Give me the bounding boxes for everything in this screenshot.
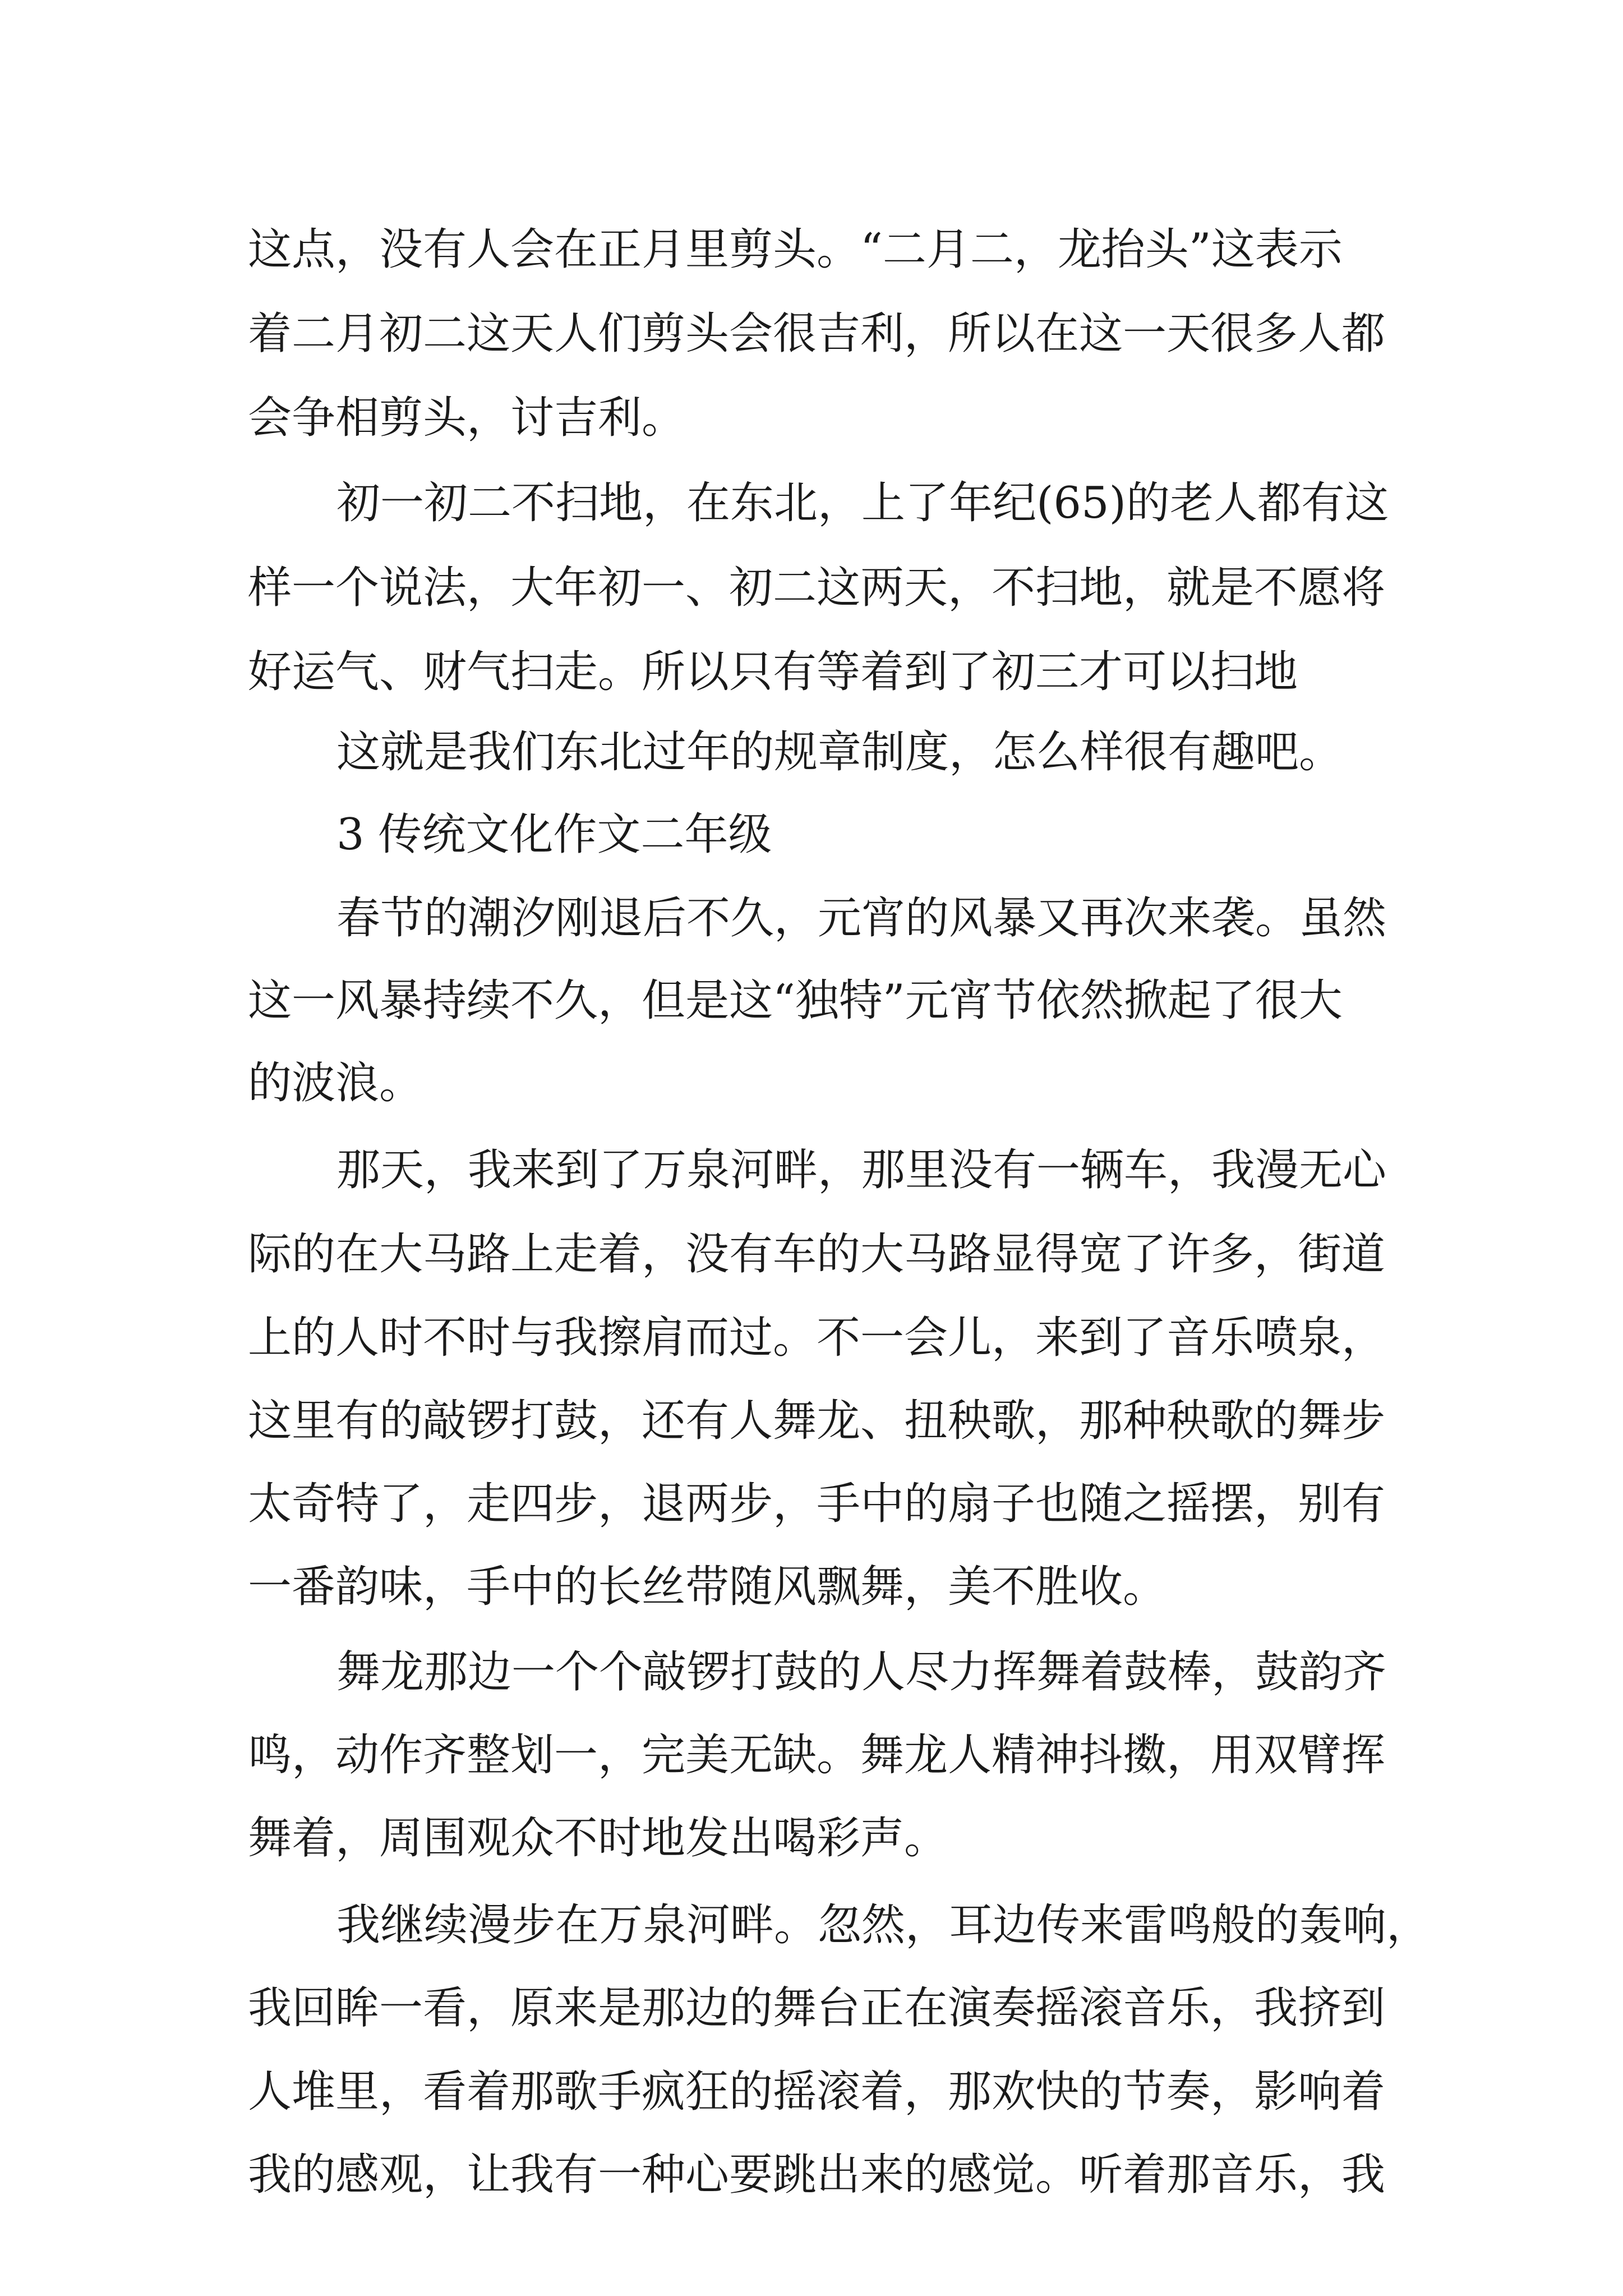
text-line: 鸣，动作齐整划一，完美无缺。舞龙人精神抖擞，用双臂挥: [248, 1730, 1386, 1780]
text-line: 舞着，周围观众不时地发出喝彩声。: [248, 1813, 948, 1864]
text-line: 我回眸一看，原来是那边的舞台正在演奏摇滚音乐，我挤到: [248, 1983, 1386, 2033]
text-line: 太奇特了，走四步，退两步，手中的扇子也随之摇摆，别有: [248, 1479, 1386, 1529]
text-line: 际的在大马路上走着，没有车的大马路显得宽了许多，街道: [248, 1229, 1386, 1280]
text-line: 舞龙那边一个个敲锣打鼓的人尽力挥舞着鼓棒，鼓韵齐: [336, 1647, 1387, 1697]
text-line: 我的感观，让我有一种心要跳出来的感觉。听着那音乐，我: [248, 2150, 1386, 2200]
text-line: 这点，没有人会在正月里剪头。“二月二，龙抬头”这表示: [248, 224, 1343, 275]
text-line: 好运气、财气扫走。所以只有等着到了初三才可以扫地: [248, 647, 1298, 697]
text-line: 这里有的敲锣打鼓，还有人舞龙、扭秧歌，那种秧歌的舞步: [248, 1396, 1386, 1446]
section-heading: 3 传统文化作文二年级: [336, 809, 772, 860]
text-line: 会争相剪头，讨吉利。: [248, 393, 686, 443]
text-line: 上的人时不时与我擦肩而过。不一会儿，来到了音乐喷泉，: [248, 1313, 1386, 1363]
text-line: 那天，我来到了万泉河畔，那里没有一辆车，我漫无心: [336, 1145, 1387, 1195]
text-line: 样一个说法，大年初一、初二这两天，不扫地，就是不愿将: [248, 563, 1386, 613]
text-line: 春节的潮汐刚退后不久，元宵的风暴又再次来袭。虽然: [336, 893, 1387, 944]
text-line: 这一风暴持续不久，但是这“独特”元宵节依然掀起了很大: [248, 976, 1343, 1026]
text-line: 一番韵味，手中的长丝带随风飘舞，美不胜收。: [248, 1562, 1167, 1612]
text-line: 我继续漫步在万泉河畔。忽然，耳边传来雷鸣般的轰响，: [336, 1900, 1431, 1950]
text-line: 着二月初二这天人们剪头会很吉利，所以在这一天很多人都: [248, 309, 1386, 359]
text-line: 的波浪。: [248, 1058, 423, 1108]
text-line: 初一初二不扫地，在东北，上了年纪(65)的老人都有这: [336, 478, 1389, 528]
text-line: 这就是我们东北过年的规章制度，怎么样很有趣吧。: [336, 727, 1343, 777]
text-line: 人堆里，看着那歌手疯狂的摇滚着，那欢快的节奏，影响着: [248, 2067, 1386, 2117]
